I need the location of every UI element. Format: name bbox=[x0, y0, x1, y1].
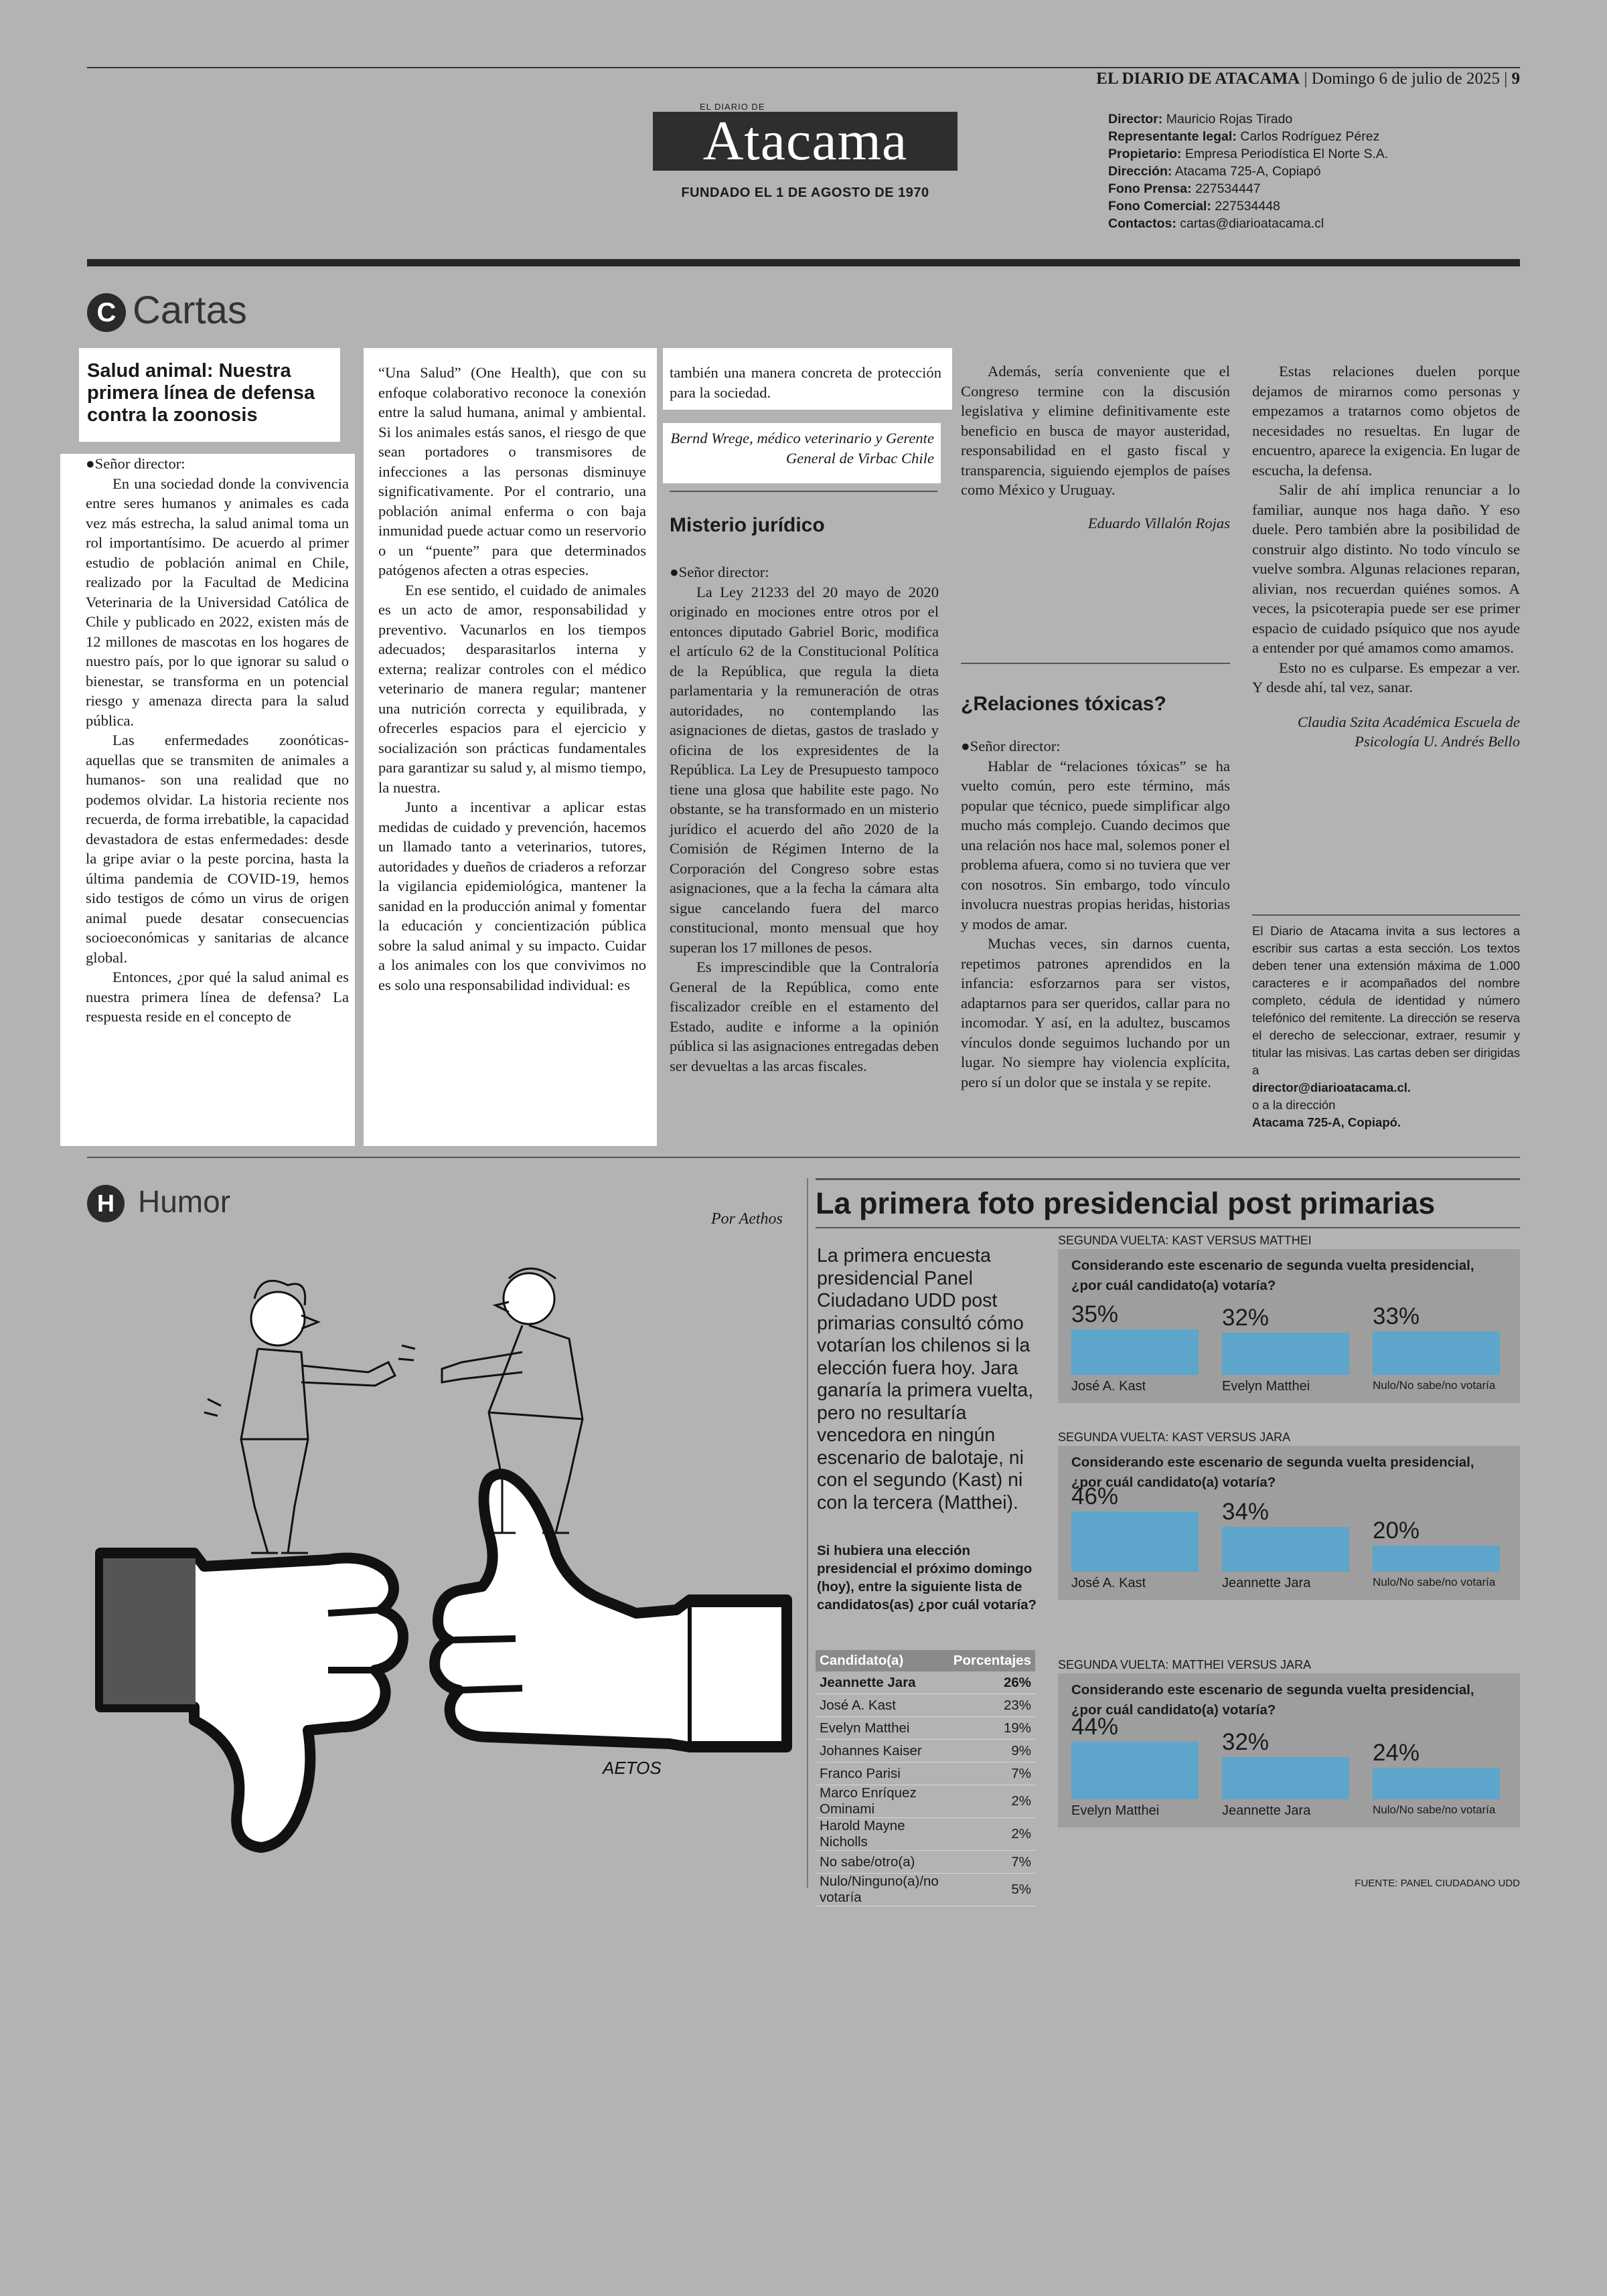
notice-address: Atacama 725-A, Copiapó. bbox=[1252, 1115, 1401, 1129]
letter2-salutation: ●Señor director: bbox=[670, 564, 769, 580]
chart-bar bbox=[1373, 1768, 1500, 1799]
masthead-row bbox=[1108, 110, 1388, 128]
letter3-paragraph: Salir de ahí implica renunciar a lo familiar, aunque nos haga daño. Y eso duele. Pero también abre la posibilidad de construir algo distinto. No todo vínculo se vuelve sombra. Algunas relaciones reparan, alivian, nos recuerdan quiénes somos. A veces, la psicoterapia puede ser ese primer espacio de cuidado psíquico que nos ayude a entender por qué amamos como amamos. bbox=[1252, 481, 1520, 656]
chart-bar bbox=[1071, 1742, 1199, 1799]
poll-intro: La primera encuesta presidencial Panel Ciudadano UDD post primarias consultó cómo votarían los chilenos si la elección fuera hoy. Jara ganaría la primera vuelta, pero no resultaría vencedora en ningún escenario de balotaje, ni con el segundo (Kast) ni con la tercera (Matthei). bbox=[817, 1245, 1034, 1513]
chart-category-label: José A. Kast bbox=[1071, 1379, 1146, 1394]
table-header: Porcentajes bbox=[949, 1650, 1035, 1671]
masthead-row bbox=[1108, 215, 1388, 232]
letter3-paragraph: Hablar de “relaciones tóxicas” se ha vuelto común, pero este término, más popular que técnico, puede simplificar algo mucho más complejo. Cuando decimos que una relación nos hace mal, solemos poner el problema afuera, como si no tuviera que ver con nosotros. Sin embargo, todo vínculo involucra nuestras propias heridas, historias y modos de amar. bbox=[961, 757, 1230, 932]
candidate-name: Johannes Kaiser bbox=[816, 1740, 949, 1762]
chart-bar bbox=[1071, 1329, 1199, 1375]
poll-top-rule bbox=[816, 1178, 1520, 1180]
letter1-paragraph: “Una Salud” (One Health), que con su enfoque colaborativo reconoce la conexión entre la salud humana, animal y ambiental. Si los animales estás sanos, el riesgo de que sean portadores o transmisores de infecciones a las personas disminuye significativamente. Por el contrario, una población animal enferma o con baja inmunidad puede actuar como un reservorio o un “puente” para que determinados patógenos afecten a otras especies. bbox=[378, 364, 646, 578]
logo-small-text: EL DIARIO DE bbox=[700, 102, 765, 112]
chart-value-label: 46% bbox=[1071, 1483, 1119, 1509]
page-number: 9 bbox=[1511, 70, 1520, 88]
letter3-headline: ¿Relaciones tóxicas? bbox=[961, 693, 1166, 715]
letter2-paragraph: Además, sería conveniente que el Congreso termine con la discusión legislativa y elimine definitivamente este beneficio en busca de mayor austeridad, responsabilidad en el gasto fiscal y transparencia, siguiendo ejemplos de países como México y Uruguay. bbox=[961, 363, 1230, 498]
letter3-salutation: ●Señor director: bbox=[961, 738, 1061, 754]
table-header: Candidato(a) bbox=[816, 1650, 949, 1671]
chart-category-label: Nulo/No sabe/no votaría bbox=[1373, 1803, 1496, 1816]
chart-title: SEGUNDA VUELTA: MATTHEI VERSUS JARA bbox=[1058, 1658, 1312, 1671]
chart-box bbox=[1058, 1249, 1520, 1403]
candidate-pct: 19% bbox=[949, 1717, 1035, 1740]
table-row bbox=[816, 1851, 1035, 1874]
letter1-paragraph: En ese sentido, el cuidado de animales es un acto de amor, responsabilidad y preventivo. Vacunarlos en los tiempos adecuados; desparasitarlos interna y externa; realizar controles con el médico veterinario de manera regular; mantener una nutrición correcta y equilibrada, y ofrecerles espacios para el ejercicio y socialización son prácticas fundamentales para garantizar su salud y, al mismo tiempo, la nuestra. bbox=[378, 581, 646, 796]
chart-bar bbox=[1373, 1546, 1500, 1572]
letter2-column-2 bbox=[961, 361, 1230, 533]
letter1-paragraph: también una manera concreta de protección para la sociedad. bbox=[670, 364, 941, 401]
candidate-pct: 2% bbox=[949, 1818, 1035, 1851]
candidate-pct: 23% bbox=[949, 1694, 1035, 1717]
chart-value-label: 32% bbox=[1222, 1729, 1270, 1755]
page-header-line: EL DIARIO DE ATACAMA | Domingo 6 de julio de 2025 | 9 bbox=[1096, 70, 1520, 88]
letter2-paragraph: La Ley 21233 del 20 mayo de 2020 originado en mociones entre otros por el entonces diputado Gabriel Boric, modifica el artículo 62 de la Constitucional Política de la República, que regula la dieta parlamentaria y la remuneración de otras autoridades, no contemplando las asignaciones de dietas, gastos de traslado y oficina de los expresidentes de la República. La Ley de Presupuesto tampoco tiene una glosa que habilite este pago. No obstante, se ha transformado en un misterio jurídico el acuerdo del año 2020 de la Comisión de Régimen Interno de la Corporación del Congreso sobre estas asignaciones, que a la fecha la cámara alta sigue cancelando fuera del marco constitucional, monto mensual que hoy superan los 17 millones de pesos. bbox=[670, 583, 939, 956]
table-row bbox=[816, 1717, 1035, 1740]
letter1-column-1 bbox=[60, 454, 355, 1146]
masthead-row bbox=[1108, 163, 1388, 180]
candidate-pct: 9% bbox=[949, 1740, 1035, 1762]
humor-section-title: Humor bbox=[138, 1184, 231, 1219]
runoff-chart-panel bbox=[1058, 1234, 1520, 1403]
chart-category-label: Jeannette Jara bbox=[1222, 1576, 1311, 1590]
candidate-name: Franco Parisi bbox=[816, 1762, 949, 1785]
table-row bbox=[816, 1671, 1035, 1694]
table-row bbox=[816, 1762, 1035, 1785]
poll-question: Si hubiera una elección presidencial el próximo domingo (hoy), entre la siguiente lista de candidatos(as) ¿por cuál votaría? bbox=[817, 1543, 1037, 1613]
letter1-paragraph: Las enfermedades zoonóticas- aquellas que se transmiten de animales a humanos- son una realidad que no podemos olvidar. La historia reciente nos recuerda, de forma irrebatible, la capacidad devastadora de estas enfermedades: desde la gripe aviar o la peste porcina, hasta la última pandemia de COVID-19, hemos sido testigos de cómo un virus de origen animal puede desatar consecuencias socioeconómicas y sanitarias de alcance global. bbox=[86, 732, 349, 966]
candidate-pct: 26% bbox=[949, 1671, 1035, 1694]
cartoon-signature: AETOS bbox=[603, 1758, 662, 1778]
newspaper-logo bbox=[653, 102, 958, 201]
letter1-paragraph: Entonces, ¿por qué la salud animal es nuestra primera línea de defensa? La respuesta reside en el concepto de bbox=[86, 969, 349, 1025]
chart-bar bbox=[1071, 1511, 1199, 1572]
chart-category-label: Nulo/No sabe/no votaría bbox=[1373, 1379, 1496, 1392]
masthead-value: 227534448 bbox=[1215, 199, 1280, 214]
logo-name: Atacama bbox=[653, 112, 958, 171]
masthead-value: Mauricio Rojas Tirado bbox=[1166, 112, 1293, 127]
chart-category-label: Evelyn Matthei bbox=[1071, 1803, 1160, 1818]
chart-value-label: 35% bbox=[1071, 1301, 1119, 1327]
letter2-signature: Eduardo Villalón Rojas bbox=[1087, 514, 1230, 531]
candidates-table bbox=[816, 1650, 1035, 1906]
candidate-pct: 2% bbox=[949, 1785, 1035, 1818]
candidate-name: Nulo/Ninguno(a)/no votaría bbox=[816, 1874, 949, 1906]
masthead-key: Propietario: bbox=[1108, 147, 1182, 161]
chart-subtitle: Considerando este escenario de segunda vuelta presidencial, ¿por cuál candidato(a) votaría? bbox=[1071, 1682, 1474, 1718]
letter1-paragraph: Junto a incentivar a aplicar estas medidas de cuidado y prevención, hacemos un llamado tanto a veterinarios, tutores, autoridades y dueños de criaderos a reforzar la vigilancia epidemiológica, mantener la sanidad en la producción animal y fomentar la educación y concientización pública sobre la salud animal y su impacto. Cuidar a los animales con los que convivimos no es solo una responsabilidad individual: es bbox=[378, 799, 646, 993]
chart-bars bbox=[1071, 1714, 1507, 1821]
header-thick-rule bbox=[87, 259, 1520, 266]
chart-value-label: 34% bbox=[1222, 1499, 1270, 1525]
poll-source: FUENTE: PANEL CIUDADANO UDD bbox=[1355, 1878, 1520, 1889]
chart-bar bbox=[1222, 1527, 1349, 1572]
cartas-section-icon: C bbox=[87, 293, 126, 332]
table-row bbox=[816, 1818, 1035, 1851]
table-row bbox=[816, 1694, 1035, 1717]
chart-box bbox=[1058, 1673, 1520, 1827]
masthead-value: Atacama 725-A, Copiapó bbox=[1174, 164, 1321, 179]
chart-category-label: José A. Kast bbox=[1071, 1576, 1146, 1590]
founded-line: FUNDADO EL 1 DE AGOSTO DE 1970 bbox=[681, 185, 929, 200]
runoff-chart-panel bbox=[1058, 1658, 1520, 1827]
letter1-column-3-top bbox=[663, 348, 952, 410]
poll-title: La primera foto presidencial post primarias bbox=[816, 1186, 1436, 1220]
candidate-name: José A. Kast bbox=[816, 1694, 949, 1717]
candidate-pct: 5% bbox=[949, 1874, 1035, 1906]
chart-title: SEGUNDA VUELTA: KAST VERSUS MATTHEI bbox=[1058, 1234, 1312, 1247]
letter1-headline-box bbox=[79, 348, 340, 442]
letter3-column-2 bbox=[1252, 361, 1520, 752]
masthead-value: Carlos Rodríguez Pérez bbox=[1240, 129, 1380, 144]
column-rule bbox=[807, 1178, 808, 1888]
top-rule bbox=[87, 67, 1520, 68]
letter1-column-2 bbox=[364, 348, 657, 1146]
letter3-signature: Claudia Szita Académica Escuela de Psicología U. Andrés Bello bbox=[1297, 713, 1520, 750]
humor-section-icon: H bbox=[87, 1185, 125, 1222]
cartoon-man-left bbox=[204, 1281, 395, 1553]
masthead-value: cartas@diarioatacama.cl bbox=[1180, 216, 1324, 231]
thumbs-up-hand bbox=[435, 1474, 787, 1747]
notice-or: o a la dirección bbox=[1252, 1098, 1336, 1112]
chart-bar bbox=[1222, 1333, 1349, 1375]
masthead-credits bbox=[1108, 110, 1388, 232]
thumbs-down-cuff bbox=[103, 1558, 196, 1704]
masthead-row bbox=[1108, 145, 1388, 163]
chart-category-label: Nulo/No sabe/no votaría bbox=[1373, 1576, 1496, 1588]
runoff-chart-panel bbox=[1058, 1430, 1520, 1600]
candidate-name: Marco Enríquez Ominami bbox=[816, 1785, 949, 1818]
chart-value-label: 32% bbox=[1222, 1305, 1270, 1331]
letter1-headline: Salud animal: Nuestra primera línea de defensa contra la zoonosis bbox=[87, 360, 315, 426]
chart-value-label: 20% bbox=[1373, 1518, 1420, 1544]
divider bbox=[670, 491, 937, 492]
thumbs-down-hand bbox=[100, 1553, 403, 1848]
thumbs-cartoon bbox=[87, 1238, 793, 1881]
chart-bar bbox=[1373, 1331, 1500, 1375]
chart-value-label: 24% bbox=[1373, 1740, 1420, 1766]
masthead-key: Contactos: bbox=[1108, 216, 1176, 231]
letter3-column-1 bbox=[961, 736, 1230, 1092]
candidate-name: No sabe/otro(a) bbox=[816, 1851, 949, 1874]
chart-value-label: 33% bbox=[1373, 1303, 1420, 1329]
chart-bar bbox=[1222, 1757, 1349, 1799]
masthead-value: 227534447 bbox=[1195, 181, 1261, 196]
candidate-name: Evelyn Matthei bbox=[816, 1717, 949, 1740]
candidate-name: Harold Mayne Nicholls bbox=[816, 1818, 949, 1851]
masthead-row bbox=[1108, 197, 1388, 215]
masthead-key: Representante legal: bbox=[1108, 129, 1237, 144]
masthead-key: Fono Comercial: bbox=[1108, 199, 1211, 214]
masthead-row bbox=[1108, 128, 1388, 145]
divider bbox=[961, 663, 1230, 664]
chart-box bbox=[1058, 1446, 1520, 1600]
masthead-row bbox=[1108, 180, 1388, 197]
divider bbox=[1252, 914, 1520, 916]
chart-subtitle: Considerando este escenario de segunda vuelta presidencial, ¿por cuál candidato(a) votaría? bbox=[1071, 1455, 1474, 1490]
chart-category-label: Evelyn Matthei bbox=[1222, 1379, 1310, 1394]
issue-date: Domingo 6 de julio de 2025 bbox=[1311, 70, 1500, 88]
table-row bbox=[816, 1740, 1035, 1762]
table-row bbox=[816, 1785, 1035, 1818]
letter3-paragraph: Esto no es culparse. Es empezar a ver. Y desde ahí, tal vez, sanar. bbox=[1252, 659, 1520, 695]
section-rule bbox=[87, 1157, 1520, 1158]
letter1-paragraph: En una sociedad donde la convivencia entre seres humanos y animales es cada vez más estrecha, la salud animal toma un rol importantísimo. De acuerdo al primer estudio de población animal en Chile, realizado por la Facultad de Medicina Veterinaria de la Universidad Católica de Chile y publicado en 2022, existen más de 12 millones de mascotas en los hogares de nuestro país, por lo que ignorar su salud o bienestar, se transforma en un potencial riesgo y amenaza directa para la salud pública. bbox=[86, 475, 349, 729]
chart-subtitle: Considerando este escenario de segunda vuelta presidencial, ¿por cuál candidato(a) votaría? bbox=[1071, 1258, 1474, 1293]
poll-title-rule bbox=[816, 1227, 1520, 1228]
chart-category-label: Jeannette Jara bbox=[1222, 1803, 1311, 1818]
notice-email: director@diarioatacama.cl. bbox=[1252, 1080, 1411, 1094]
chart-bars bbox=[1071, 1483, 1507, 1593]
letter1-signature-box bbox=[663, 423, 941, 483]
chart-bars bbox=[1071, 1296, 1507, 1396]
masthead-value: Empresa Periodística El Norte S.A. bbox=[1184, 147, 1389, 161]
letter1-salutation: ●Señor director: bbox=[86, 455, 185, 472]
letter3-paragraph: Muchas veces, sin darnos cuenta, repetimos patrones aprendidos en la infancia: esforzarnos para ser vistos, adaptarnos para ser queridos, callar para no incomodar. Y así, en la adultez, buscamos vínculos donde seguimos luchando por un lugar. No siempre hay violencia explícita, pero sí un dolor que se instala y se repite. bbox=[961, 935, 1230, 1090]
notice-text: El Diario de Atacama invita a sus lectores a escribir sus cartas a esta sección. Los textos deben tener una extensión máxima de 1.000 caracteres e ir acompañados del nombre completo, cédula de identidad y número telefónico del remitente. La dirección se reserva el derecho de seleccionar, extraer, resumir y titular las misivas. Las cartas deben ser dirigidas a bbox=[1252, 924, 1520, 1077]
letters-notice bbox=[1252, 922, 1520, 1131]
letter2-paragraph: Es imprescindible que la Contraloría General de la República, como ente fiscalizador creíble en el estamento del Estado, audite e informe a la opinión pública si las asignaciones entregadas deben ser devueltas a las arcas fiscales. bbox=[670, 959, 939, 1074]
masthead-key: Dirección: bbox=[1108, 164, 1172, 179]
table-row bbox=[816, 1874, 1035, 1906]
masthead-key: Director: bbox=[1108, 112, 1163, 127]
chart-value-label: 44% bbox=[1071, 1714, 1119, 1740]
candidate-pct: 7% bbox=[949, 1851, 1035, 1874]
letter2-column-1 bbox=[670, 562, 939, 1076]
masthead-key: Fono Prensa: bbox=[1108, 181, 1192, 196]
letter1-signature: Bernd Wrege, médico veterinario y Gerente General de Virbac Chile bbox=[670, 430, 934, 467]
candidate-name: Jeannette Jara bbox=[816, 1671, 949, 1694]
paper-name: EL DIARIO DE ATACAMA bbox=[1096, 70, 1300, 88]
cartas-section-title: Cartas bbox=[133, 289, 247, 332]
letter3-paragraph: Estas relaciones duelen porque dejamos de mirarnos como personas y empezamos a tratarnos como objetos de necesidades no resueltas. En lugar de encuentro, aparece la exigencia. En lugar de escucha, la defensa. bbox=[1252, 363, 1520, 479]
candidate-pct: 7% bbox=[949, 1762, 1035, 1785]
humor-byline: Por Aethos bbox=[711, 1210, 783, 1228]
letter2-headline: Misterio jurídico bbox=[670, 514, 825, 536]
chart-title: SEGUNDA VUELTA: KAST VERSUS JARA bbox=[1058, 1430, 1291, 1444]
